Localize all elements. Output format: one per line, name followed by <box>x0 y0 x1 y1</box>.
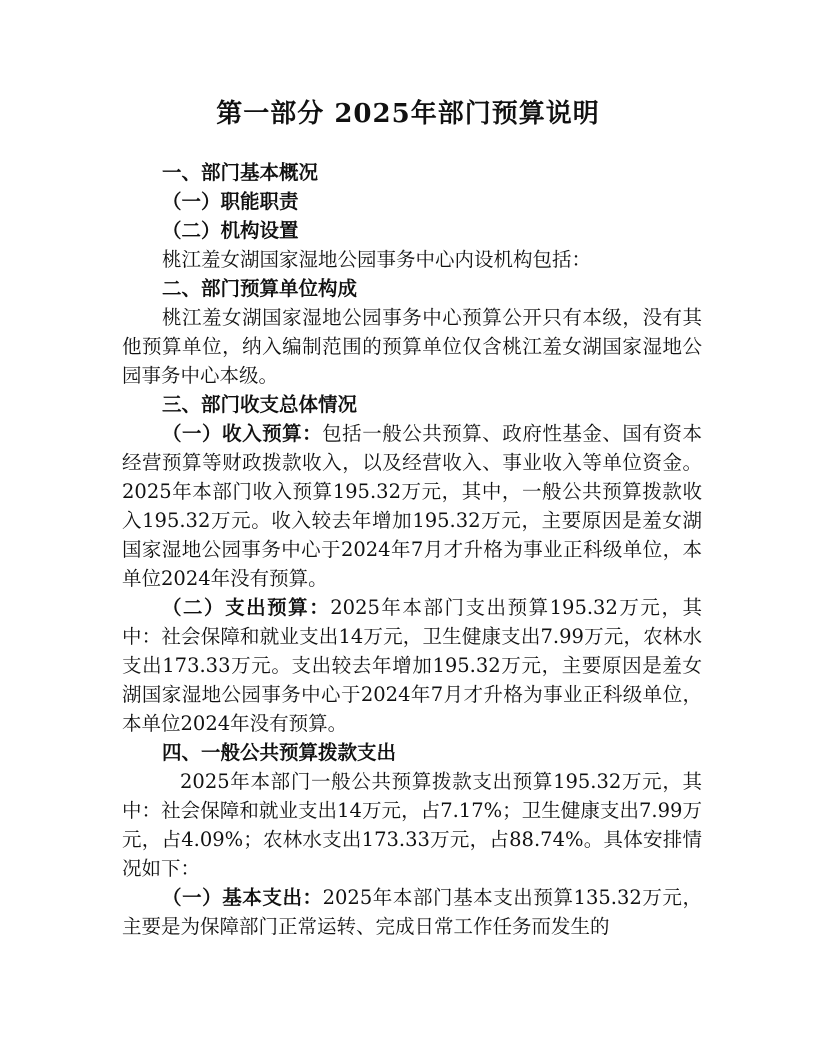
document-body <box>122 158 702 941</box>
income-text: 包括一般公共预算、政府性基金、国有资本经营预算等财政拨款收入，以及经营收入、事业收入等单位资金。2025年本部门收入预算195.32万元，其中，一般公共预算拨款收入195.32万元。收入较去年增加195.32万元，主要原因是羞女湖国家湿地公园事务中心于2024年7月才升格为事业正科级单位，本单位2024年没有预算。 <box>122 422 702 590</box>
section1-sub1-heading: （一）职能职责 <box>162 190 299 213</box>
section3-heading: 三、部门收支总体情况 <box>162 393 358 416</box>
expense-paragraph <box>122 593 702 738</box>
basic-text: 2025年本部门基本支出预算135.32万元，主要是为保障部门正常运转、完成日常工作任务而发生的 <box>122 886 702 938</box>
expense-lead: （二）支出预算： <box>162 596 331 619</box>
document-title: 第一部分 2025年部门预算说明 <box>216 99 600 129</box>
income-lead: （一）收入预算： <box>162 422 323 445</box>
section1-sub2-text: 桃江羞女湖国家湿地公园事务中心内设机构包括： <box>162 248 592 271</box>
expense-text: 2025年本部门支出预算195.32万元，其中：社会保障和就业支出14万元，卫生健康支出7.99万元，农林水支出173.33万元。支出较去年增加195.32万元，主要原因是羞女湖国家湿地公园事务中心于2024年7月才升格为事业正科级单位，本单位2024年没有预算。 <box>122 596 702 735</box>
section2-heading: 二、部门预算单位构成 <box>162 277 358 300</box>
section4-heading: 四、一般公共预算拨款支出 <box>162 741 397 764</box>
basic-paragraph <box>122 883 702 941</box>
basic-lead: （一）基本支出： <box>162 886 323 909</box>
income-paragraph <box>122 419 702 593</box>
section1-sub2-heading: （二）机构设置 <box>162 219 299 242</box>
section4-text: 2025年本部门一般公共预算拨款支出预算195.32万元，其中：社会保障和就业支出14万元，占7.17%；卫生健康支出7.99万元，占4.09%；农林水支出173.33万元，占88.74%。具体安排情况如下： <box>122 770 703 880</box>
section1-heading: 一、部门基本概况 <box>162 161 319 184</box>
section2-text: 桃江羞女湖国家湿地公园事务中心预算公开只有本级，没有其他预算单位，纳入编制范围的预算单位仅含桃江羞女湖国家湿地公园事务中心本级。 <box>122 306 702 387</box>
